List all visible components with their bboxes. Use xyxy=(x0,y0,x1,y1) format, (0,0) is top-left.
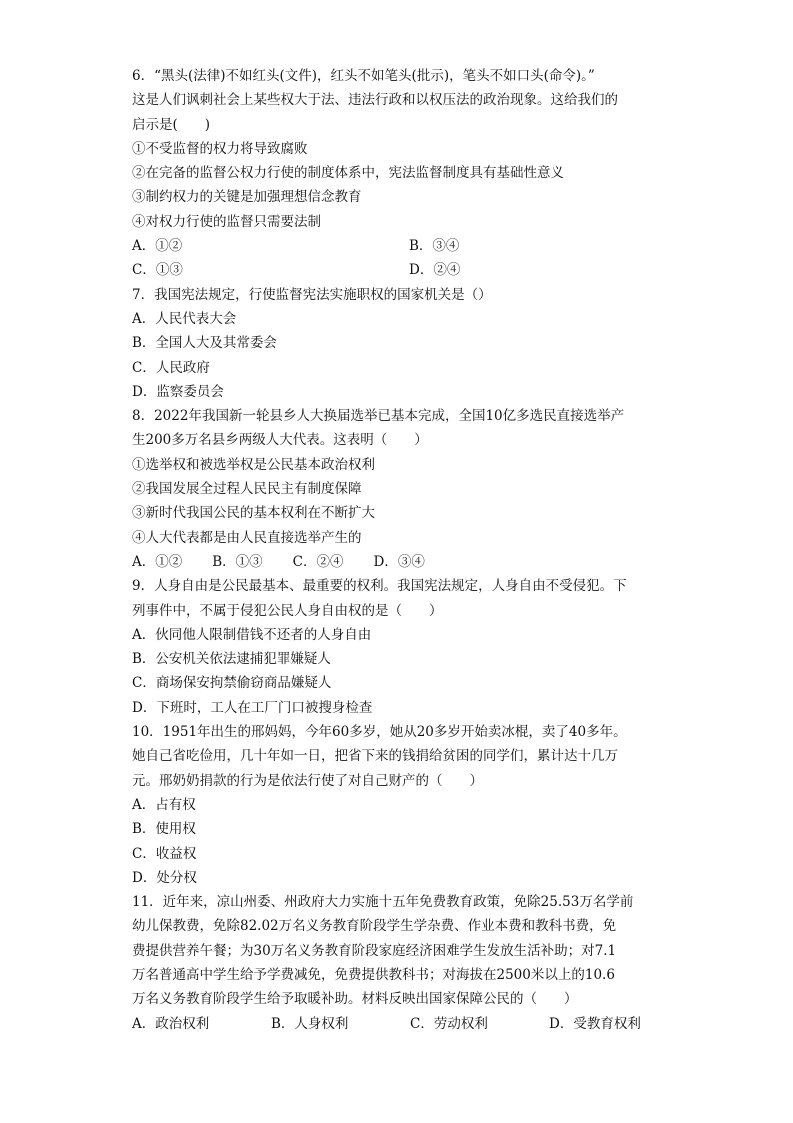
question-8-statement: ②我国发展全过程人民民主有制度保障 xyxy=(132,481,362,498)
question-7 xyxy=(132,283,672,404)
question-8-option-a: A．①② xyxy=(132,553,183,570)
question-11-stem-line: 11．近年来，凉山州委、州政府大力实施十五年免费教育政策，免除25.53万名学前 xyxy=(132,894,634,911)
question-6-options-row xyxy=(132,258,672,282)
question-6-statement: ②在完备的监督公权力行使的制度体系中，宪法监督制度具有基础性意义 xyxy=(132,165,564,182)
question-10-stem-line: 10．1951年出生的邢妈妈，今年60多岁，她从20多岁开始卖冰棍，卖了40多年。 xyxy=(132,724,627,741)
question-8-statement: ③新时代我国公民的基本权利在不断扩大 xyxy=(132,505,375,522)
question-11-option-c: C．劳动权利 xyxy=(410,1015,488,1032)
question-7-option-d: D．监察委员会 xyxy=(132,383,224,400)
question-9-option-b: B．公安机关依法逮捕犯罪嫌疑人 xyxy=(132,651,331,668)
question-10-option-d: D．处分权 xyxy=(132,869,197,886)
question-6-stem-line: 6．“黑头(法律)不如红头(文件)，红头不如笔头(批示)，笔头不如口头(命令)。” xyxy=(132,68,595,84)
question-7-stem-line: 7．我国宪法规定，行使监督宪法实施职权的国家机关是（） xyxy=(132,286,492,303)
question-9 xyxy=(132,574,672,720)
question-10-option-b: B．使用权 xyxy=(132,821,196,838)
exam-page xyxy=(132,64,672,1036)
question-6-stem-line: 启示是( ) xyxy=(132,116,211,133)
question-6-option-a: A．①② xyxy=(132,238,183,255)
question-8-stem-line: 生200多万名县乡两级人大代表。这表明（ ） xyxy=(132,432,428,449)
question-8-statement: ④人大代表都是由人民直接选举产生的 xyxy=(132,529,362,546)
question-7-option-b: B．全国人大及其常委会 xyxy=(132,335,277,352)
question-8-option-b: B．①③ xyxy=(212,553,263,570)
question-9-option-a: A．伙同他人限制借钱不还者的人身自由 xyxy=(132,626,372,643)
question-11-stem-line: 万名普通高中学生给予学费减免，免费提供教科书；对海拔在2500米以上的10.6 xyxy=(132,966,615,983)
question-6-statement: ④对权力行使的监督只需要法制 xyxy=(132,213,321,230)
question-6-statement: ①不受监督的权力将导致腐败 xyxy=(132,140,308,157)
question-6-option-c: C．①③ xyxy=(132,262,183,279)
question-10-stem-line: 她自己省吃俭用，几十年如一日，把省下来的钱捐给贫困的同学们，累计达十几万 xyxy=(132,748,618,765)
question-8 xyxy=(132,404,672,574)
question-11-stem-line: 万名义务教育阶段学生给予取暖补助。材料反映出国家保障公民的（ ） xyxy=(132,991,578,1008)
question-11-options-row xyxy=(132,1012,672,1036)
question-8-option-d: D．③④ xyxy=(373,553,425,570)
question-10 xyxy=(132,720,672,890)
question-11-option-a: A．政治权利 xyxy=(132,1015,210,1032)
question-6-option-d: D．②④ xyxy=(409,262,461,279)
question-10-stem-line: 元。邢奶奶捐款的行为是依法行使了对自己财产的（ ） xyxy=(132,772,483,789)
question-6-stem-line: 这是人们讽刺社会上某些权大于法、违法行政和以权压法的政治现象。这给我们的 xyxy=(132,92,618,109)
question-11-stem-line: 幼儿保教费，免除82.02万名义务教育阶段学生学杂费、作业本费和教科书费，免 xyxy=(132,918,617,935)
question-9-stem-line: 9．人身自由是公民最基本、最重要的权利。我国宪法规定，人身自由不受侵犯。下 xyxy=(132,578,627,595)
question-8-options-row xyxy=(132,550,672,574)
question-10-option-c: C．收益权 xyxy=(132,845,197,862)
question-6 xyxy=(132,64,672,283)
question-8-option-c: C．②④ xyxy=(292,553,344,570)
question-9-option-d: D．下班时，工人在工厂门口被搜身检查 xyxy=(132,699,373,716)
question-9-option-c: C．商场保安拘禁偷窃商品嫌疑人 xyxy=(132,675,332,692)
question-8-stem-line: 8．2022年我国新一轮县乡人大换届选举已基本完成，全国10亿多选民直接选举产 xyxy=(132,408,625,425)
question-10-option-a: A．占有权 xyxy=(132,796,196,813)
question-6-statement: ③制约权力的关键是加强理想信念教育 xyxy=(132,189,362,206)
question-11 xyxy=(132,890,672,1036)
question-7-option-c: C．人民政府 xyxy=(132,359,210,376)
question-6-options-row xyxy=(132,234,672,258)
question-9-stem-line: 列事件中，不属于侵犯公民人身自由权的是（ ） xyxy=(132,602,443,619)
question-11-option-d: D．受教育权利 xyxy=(549,1015,641,1032)
question-7-option-a: A．人民代表大会 xyxy=(132,310,237,327)
question-11-stem-line: 费提供营养午餐；为30万名义务教育阶段家庭经济困难学生发放生活补助；对7.1 xyxy=(132,942,617,959)
question-6-option-b: B．③④ xyxy=(409,238,460,255)
question-11-option-b: B．人身权利 xyxy=(271,1015,349,1032)
question-8-statement: ①选举权和被选举权是公民基本政治权利 xyxy=(132,456,375,473)
